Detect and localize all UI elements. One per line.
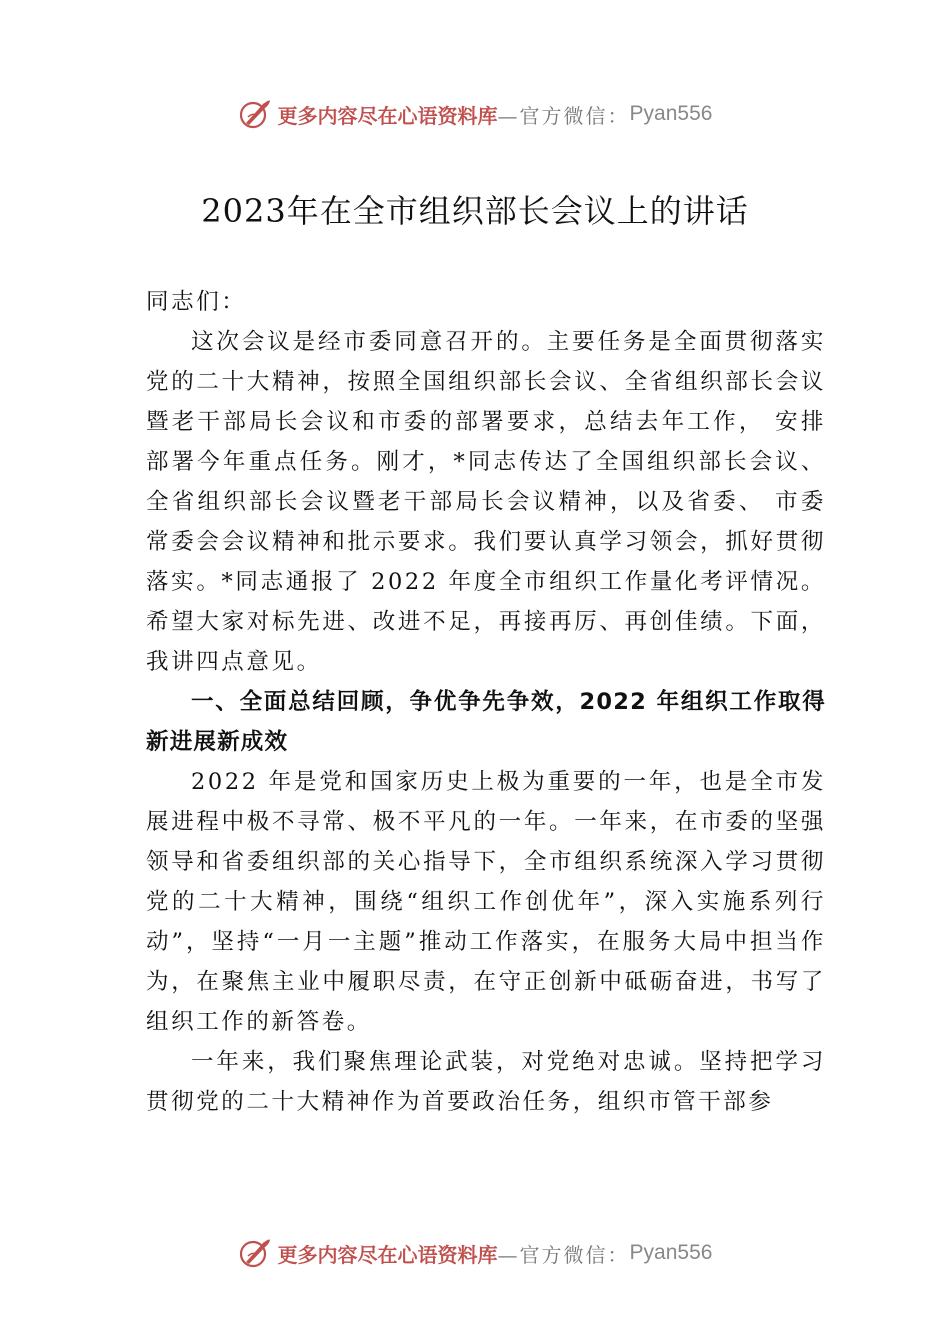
watermark-wechat-id: Pyan556: [629, 1241, 713, 1264]
paragraph: 一年来，我们聚焦理论武装，对党绝对忠诚。坚持把学习贯彻党的二十大精神作为首要政治任务，组织市管干部参: [146, 1049, 826, 1115]
watermark-footer: [0, 1233, 950, 1273]
watermark-brand-text: 更多内容尽在心语资料库: [277, 103, 498, 128]
document-body: [146, 282, 826, 1122]
watermark-header: [0, 94, 950, 134]
watermark-wechat-id: Pyan556: [629, 102, 713, 125]
salutation: 同志们：: [146, 289, 247, 315]
document-title: 2023年在全市组织部长会议上的讲话: [201, 192, 749, 230]
section-heading: 一、全面总结回顾，争优争先争效，2022 年组织工作取得新进展新成效: [146, 689, 826, 755]
watermark-wechat-label: —官方微信：: [497, 103, 630, 128]
paragraph: 这次会议是经市委同意召开的。主要任务是全面贯彻落实党的二十大精神，按照全国组织部长会议、全省组织部长会议暨老干部局长会议和市委的部署要求，总结去年工作， 安排部署今年重点任务。刚才，*同志传达了全国组织部长会议、全省组织部长会议暨老干部局长会议精神，以及省委、 市委常委会会议精神和批示要求。我们要认真学习领会，抓好贯彻落实。*同志通报了 2022 年度全市组织工作量化考评情况。希望大家对标先进、改进不足，再接再厉、再创佳绩。下面，我讲四点意见。: [146, 329, 826, 675]
paragraph: 2022 年是党和国家历史上极为重要的一年，也是全市发展进程中极不寻常、极不平凡的一年。一年来，在市委的坚强领导和省委组织部的关心指导下，全市组织系统深入学习贯彻党的二十大精神，围绕“组织工作创优年”，深入实施系列行动”，坚持“一月一主题”推动工作落实，在服务大局中担当作为，在聚焦主业中履职尽责，在守正创新中砥砺奋进，书写了组织工作的新答卷。: [146, 769, 826, 1035]
watermark-brand-text: 更多内容尽在心语资料库: [277, 1242, 498, 1267]
quill-pen-logo-icon: [238, 97, 272, 131]
watermark-wechat-label: —官方微信：: [497, 1242, 630, 1267]
quill-pen-logo-icon: [238, 1236, 272, 1270]
